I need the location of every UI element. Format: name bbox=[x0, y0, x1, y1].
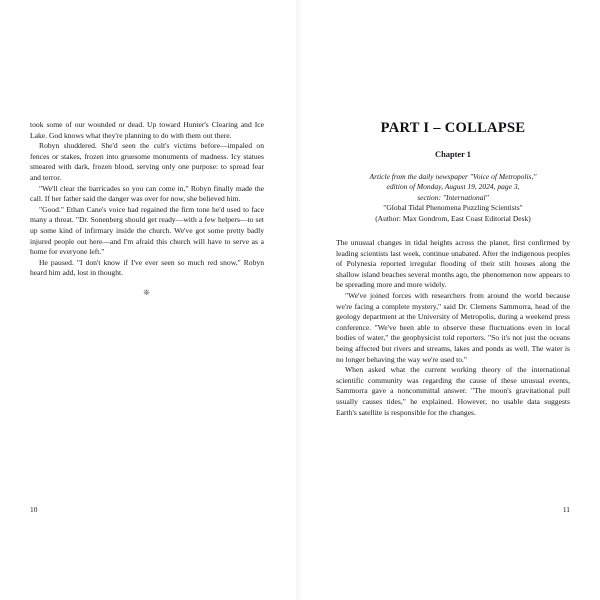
part-title: PART I – COLLAPSE bbox=[380, 120, 526, 136]
paragraph: The unusual changes in tidal heights across the planet, first confirmed by leading scientists last week, continue unabated. After the indigenous peoples of Polynesia reported irregular flooding of their stilt houses along the shallow island beaches several months ago, the phenomenon now appears to be spreading more and more widely. bbox=[336, 238, 570, 290]
right-page bbox=[300, 0, 600, 600]
paragraph: took some of our wounded or dead. Up toward Hunter's Clearing and Ice Lake. God knows what they're planning to do with them out there. bbox=[30, 120, 264, 140]
paragraph: When asked what the current working theory of the international scientific community was regarding the cause of these unusual events, Sammorra gave a noncommittal answer. "The moon's gravitational pull usually causes tides," he explained. However, no usable data suggests Earth's satellite is responsible for the changes. bbox=[336, 365, 570, 417]
paragraph: "Good." Ethan Cane's voice had regained the firm tone he'd used to face many a threat. "Dr. Sonenberg should get ready—with a few helpers—to set up some kind of infirmary inside the church. We've got some pretty badly injured people out here—and I'm afraid this church will have to serve as a home for everyone left." bbox=[30, 204, 264, 257]
paragraph: "We'll clear the barricades so you can come in," Robyn finally made the call. If her father said the danger was over for now, she believed him. bbox=[30, 183, 264, 204]
page-number-right: 11 bbox=[562, 505, 570, 514]
left-page-body bbox=[30, 120, 264, 279]
paragraph: He paused. "I don't know if I've ever seen so much red snow," Robyn heard him add, lost in thought. bbox=[30, 257, 264, 278]
section-ornament: ❊ bbox=[143, 287, 151, 297]
epigraph-source-note bbox=[350, 172, 556, 224]
epigraph-line: "Global Tidal Phenomena Puzzling Scientists" bbox=[383, 203, 523, 213]
right-page-body bbox=[336, 238, 570, 418]
epigraph-line: section: "International" bbox=[417, 192, 489, 202]
paragraph: Robyn shuddered. She'd seen the cult's victims before—impaled on fences or stakes, frozen into gruesome monuments of madness. Icy statues smeared with dark, frozen blood, serving only one purpose: to spread fear and terror. bbox=[30, 141, 264, 182]
chapter-title: Chapter 1 bbox=[435, 150, 471, 159]
epigraph-line: Article from the daily newspaper "Voice of Metropolis," bbox=[369, 172, 537, 181]
paragraph: "We've joined forces with researchers from around the world because we're facing a complete mystery," said Dr. Clemens Sammorra, head of the geology department at the University of Metropolis, during a weekend press conference. "We've been able to observe these fluctuations even in local bodies of water," the geophysicist told reporters. "So it's not just the oceans being affected but rivers and streams, lakes and ponds as well. The water is no longer behaving the way we're used to." bbox=[336, 291, 570, 364]
page-number-left: 10 bbox=[30, 505, 38, 514]
epigraph-line: edition of Monday, August 19, 2024, page 3, bbox=[386, 182, 520, 192]
epigraph-line: (Author: Max Gondrom, East Coast Editorial Desk) bbox=[375, 213, 531, 223]
